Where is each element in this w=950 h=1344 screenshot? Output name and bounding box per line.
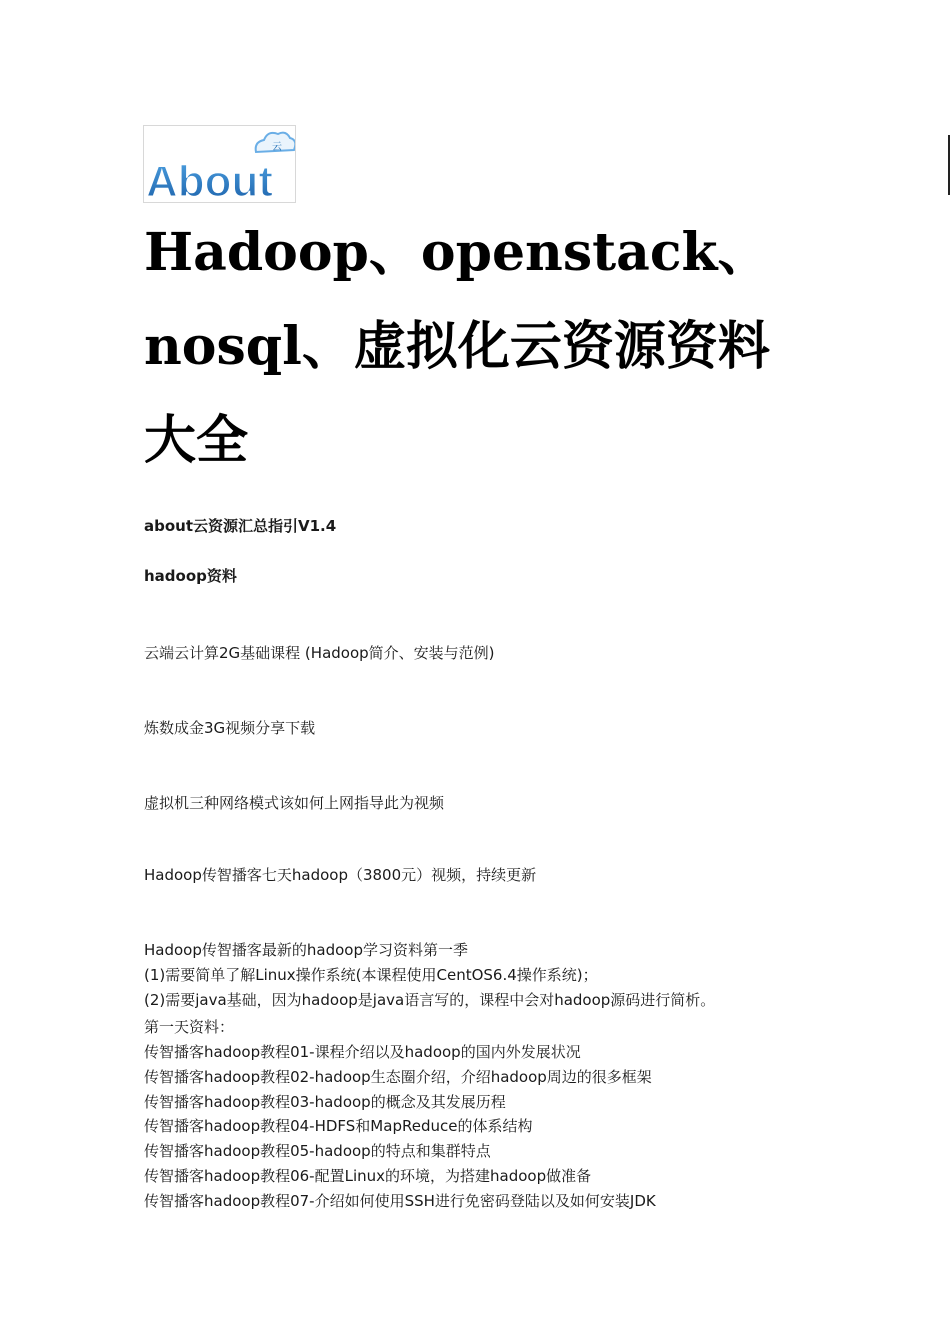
lesson-item-3[interactable]: 传智播客hadoop教程03-hadoop的概念及其发展历程 — [144, 1093, 506, 1111]
course-requirement-2: (2)需要java基础，因为hadoop是java语言写的，课程中会对hadoop源码进行简析。 — [144, 991, 716, 1009]
link-item-3[interactable]: 虚拟机三种网络模式该如何上网指导此为视频 — [144, 794, 445, 812]
lesson-item-1[interactable]: 传智播客hadoop教程01-课程介绍以及hadoop的国内外发展状况 — [144, 1043, 581, 1061]
cloud-glyph: 云 — [272, 142, 282, 153]
course-requirement-1: (1)需要简单了解Linux操作系统(本课程使用CentOS6.4操作系统)； — [144, 966, 598, 984]
lesson-item-5[interactable]: 传智播客hadoop教程05-hadoop的特点和集群特点 — [144, 1142, 491, 1160]
lesson-item-4[interactable]: 传智播客hadoop教程04-HDFS和MapReduce的体系结构 — [144, 1117, 533, 1135]
lesson-item-7[interactable]: 传智播客hadoop教程07-介绍如何使用SSH进行免密码登陆以及如何安装JDK — [144, 1192, 656, 1210]
link-item-1[interactable]: 云端云计算2G基础课程 (Hadoop简介、安装与范例) — [144, 644, 495, 662]
guide-link[interactable]: about云资源汇总指引V1.4 — [144, 517, 337, 535]
section-title: hadoop资料 — [144, 567, 237, 585]
link-item-4[interactable]: Hadoop传智播客七天hadoop（3800元）视频，持续更新 — [144, 866, 537, 884]
day-one-label: 第一天资料： — [144, 1018, 235, 1036]
page-title: Hadoop、openstack、nosql、虚拟化云资源资料大全 — [144, 222, 770, 471]
lesson-item-2[interactable]: 传智播客hadoop教程02-hadoop生态圈介绍，介绍hadoop周边的很多框架 — [144, 1068, 652, 1086]
lesson-item-6[interactable]: 传智播客hadoop教程06-配置Linux的环境，为搭建hadoop做准备 — [144, 1167, 592, 1185]
about-logo — [143, 125, 296, 203]
logo-wordmark: About — [146, 157, 274, 202]
about-cloud-logo-icon — [144, 126, 295, 202]
course-heading[interactable]: Hadoop传智播客最新的hadoop学习资料第一季 — [144, 941, 468, 959]
link-item-2[interactable]: 炼数成金3G视频分享下载 — [144, 719, 316, 737]
